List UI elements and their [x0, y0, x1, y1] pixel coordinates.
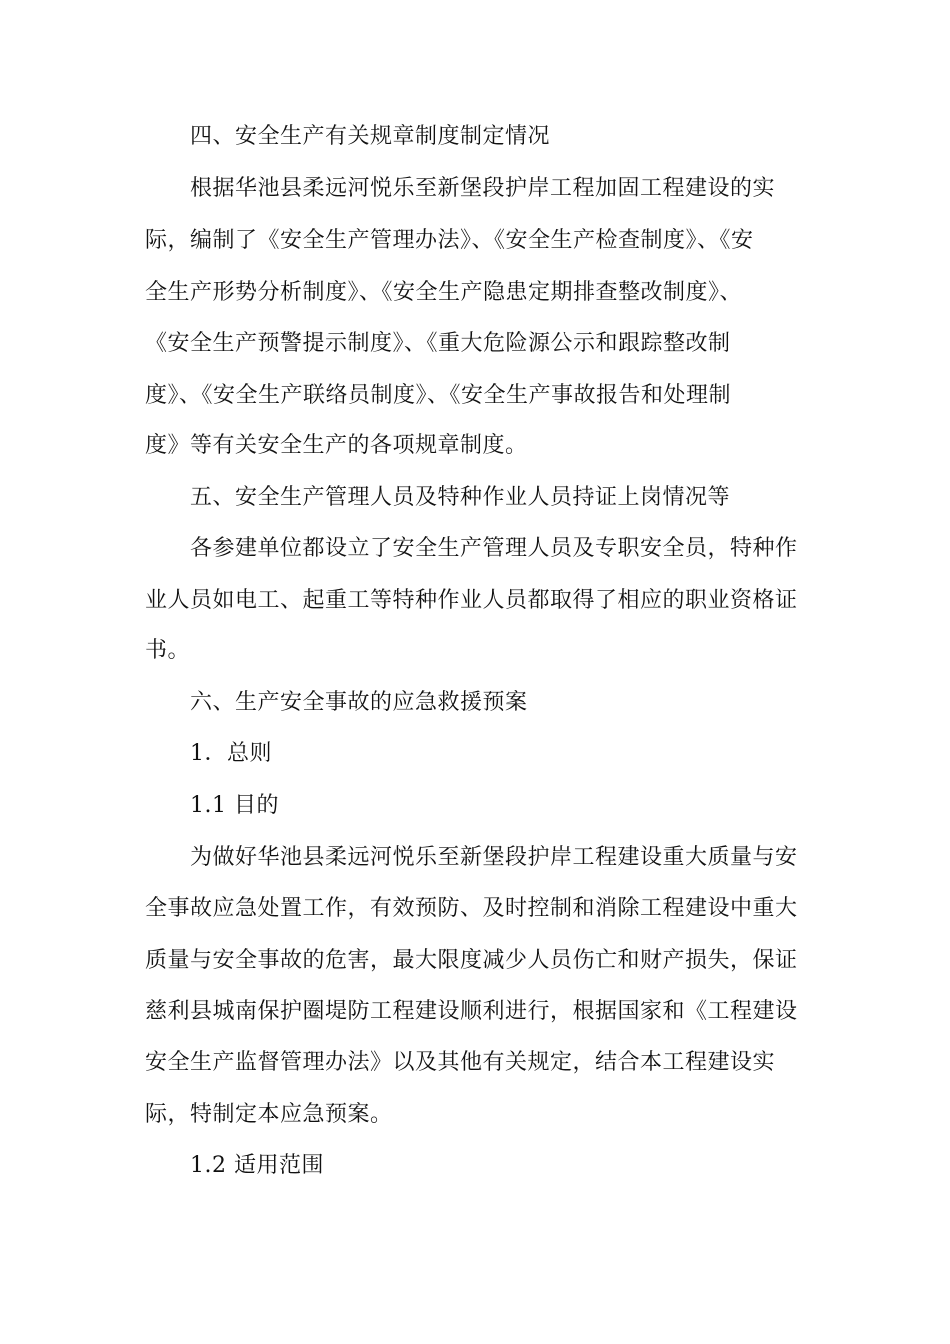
paragraph-line: 业人员如电工、起重工等特种作业人员都取得了相应的职业资格证: [145, 588, 798, 613]
subsection-heading: 1．总则: [190, 741, 272, 766]
paragraph-line: 度》等有关安全生产的各项规章制度。: [145, 433, 528, 458]
subsection-heading: 1.1 目的: [190, 793, 279, 818]
paragraph-line: 质量与安全事故的危害，最大限度减少人员伤亡和财产损失，保证: [145, 948, 798, 973]
paragraph-line: 全生产形势分析制度》、《安全生产隐患定期排查整改制度》、: [145, 280, 743, 305]
paragraph-line: 际，编制了《安全生产管理办法》、《安全生产检查制度》、《安: [145, 228, 754, 253]
section-heading-6: 六、生产安全事故的应急救援预案: [190, 690, 528, 715]
paragraph-line: 度》、《安全生产联络员制度》、《安全生产事故报告和处理制: [145, 383, 732, 408]
paragraph-line: 安全生产监督管理办法》以及其他有关规定，结合本工程建设实: [145, 1050, 776, 1075]
subsection-heading: 1.2 适用范围: [190, 1153, 324, 1178]
paragraph-line: 书。: [145, 638, 191, 663]
paragraph-line: 为做好华池县柔远河悦乐至新堡段护岸工程建设重大质量与安: [190, 845, 798, 870]
paragraph-line: 《安全生产预警提示制度》、《重大危险源公示和跟踪整改制: [145, 331, 731, 356]
paragraph-line: 全事故应急处置工作，有效预防、及时控制和消除工程建设中重大: [145, 896, 798, 921]
section-heading-5: 五、安全生产管理人员及特种作业人员持证上岗情况等: [190, 485, 731, 510]
paragraph-line: 慈利县城南保护圈堤防工程建设顺利进行，根据国家和《工程建设: [145, 999, 798, 1024]
paragraph-line: 各参建单位都设立了安全生产管理人员及专职安全员，特种作: [190, 536, 798, 561]
section-heading-4: 四、安全生产有关规章制度制定情况: [190, 124, 551, 149]
paragraph-line: 际，特制定本应急预案。: [145, 1102, 393, 1127]
paragraph-line: 根据华池县柔远河悦乐至新堡段护岸工程加固工程建设的实: [190, 176, 776, 201]
